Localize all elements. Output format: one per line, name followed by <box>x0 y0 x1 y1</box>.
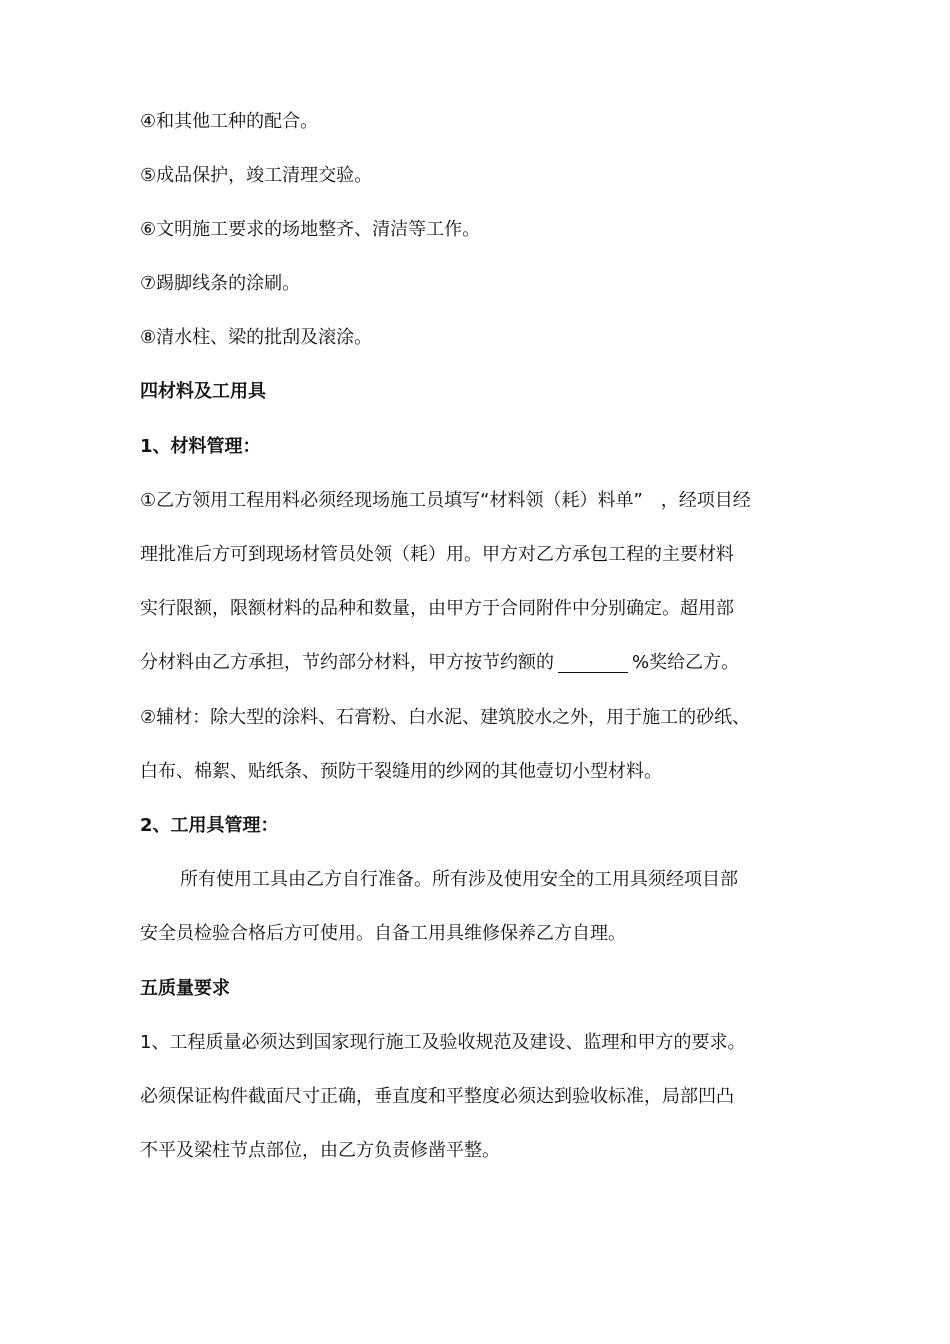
list-item-8: ⑧清水柱、梁的批刮及滚涂。 <box>140 327 373 348</box>
quality-paragraph-line-1: 1、工程质量必须达到国家现行施工及验收规范及建设、监理和甲方的要求。 <box>140 1032 746 1053</box>
material-paragraph-line-1: ①乙方领用工程用料必须经现场施工员填写“材料领（耗）料单” ，经项目经 <box>140 490 751 511</box>
list-item-5: ⑤成品保护，竣工清理交验。 <box>140 165 373 186</box>
quality-paragraph-line-2: 必须保证构件截面尺寸正确，垂直度和平整度必须达到验收标准，局部凹凸 <box>140 1086 734 1107</box>
tool-paragraph-line-1: 所有使用工具由乙方自行准备。所有涉及使用安全的工用具须经项目部 <box>180 869 738 890</box>
list-item-6: ⑥文明施工要求的场地整齐、清洁等工作。 <box>140 219 481 240</box>
auxiliary-material-line-2: 白布、棉絮、贴纸条、预防干裂缝用的纱网的其他壹切小型材料。 <box>140 761 662 782</box>
material-paragraph-line-2: 理批准后方可到现场材管员处领（耗）用。甲方对乙方承包工程的主要材料 <box>140 544 734 565</box>
fill-in-blank <box>558 652 628 673</box>
list-item-7: ⑦踢脚线条的涂刷。 <box>140 273 301 294</box>
tool-management-heading: 2、工用具管理： <box>140 815 279 836</box>
tool-paragraph-line-2: 安全员检验合格后方可使用。自备工用具维修保养乙方自理。 <box>140 923 626 944</box>
material-paragraph-line-4-text: 分材料由乙方承担，节约部分材料，甲方按节约额的 <box>140 652 554 673</box>
material-management-heading: 1、材料管理： <box>140 436 261 457</box>
quality-paragraph-line-3: 不平及梁柱节点部位，由乙方负责修凿平整。 <box>140 1140 500 1161</box>
section-5-heading: 五质量要求 <box>140 978 230 999</box>
auxiliary-material-line-1: ②辅材：除大型的涂料、石膏粉、白水泥、建筑胶水之外，用于施工的砂纸、 <box>140 707 751 728</box>
section-4-heading: 四材料及工用具 <box>140 381 266 402</box>
material-paragraph-line-4 <box>140 651 739 675</box>
list-item-4: ④和其他工种的配合。 <box>140 111 319 132</box>
material-paragraph-line-3: 实行限额，限额材料的品种和数量，由甲方于合同附件中分别确定。超用部 <box>140 598 734 619</box>
material-paragraph-line-4-suffix: %奖给乙方。 <box>632 652 740 673</box>
